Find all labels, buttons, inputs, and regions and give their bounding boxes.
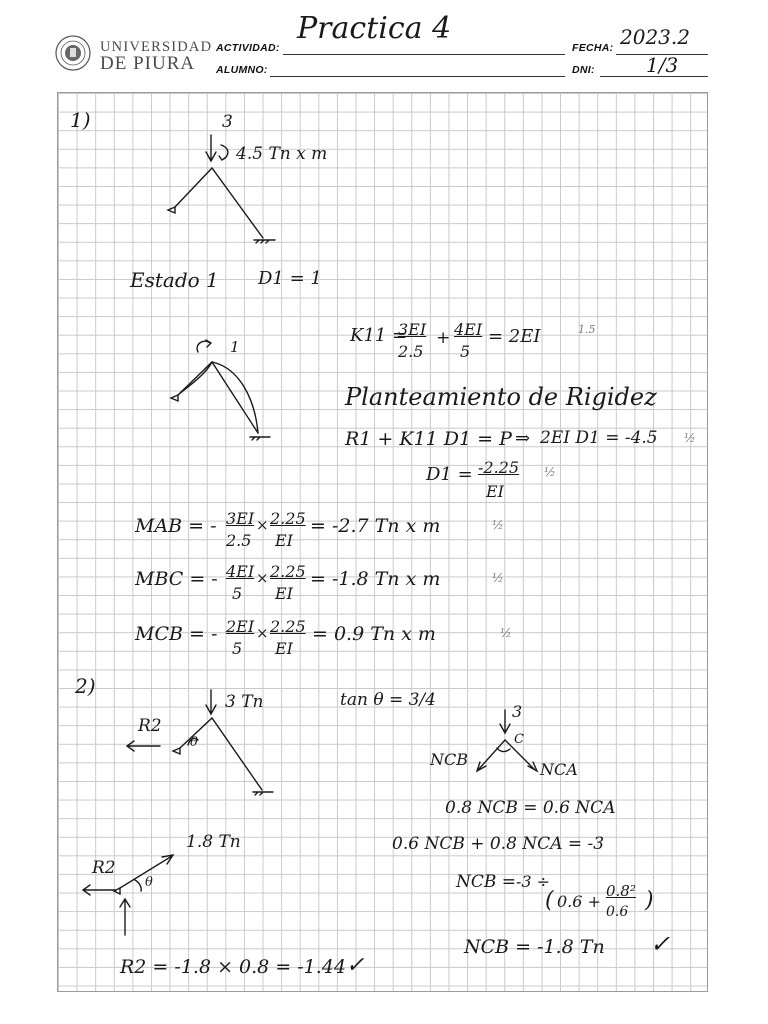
eq1: R1 + K11 D1 = P (345, 428, 512, 450)
equation-b: 0.6 NCB + 0.8 NCA = -3 (392, 834, 605, 854)
mab-lhs: MAB = - (135, 515, 217, 537)
problem2-load: 3 Tn (225, 692, 264, 712)
mcb-x: × (256, 624, 269, 642)
mab-n1: 3EI (226, 509, 255, 528)
r2-label-frame: R2 (138, 716, 162, 736)
node-c-fbd (477, 710, 537, 771)
half-2: ½ (544, 465, 556, 479)
actividad-value: Practica 4 (297, 11, 452, 46)
eq1-rhs: 2EI D1 = -4.5 (540, 428, 658, 448)
check-1: ✓ (650, 930, 671, 958)
theta-fbd: θ (145, 875, 153, 890)
estado-label: Estado 1 (130, 268, 219, 292)
mbc-n2: 2.25 (270, 562, 306, 581)
mab-result: = -2.7 Tn x m (310, 515, 441, 537)
mcb-result: = 0.9 Tn x m (312, 623, 436, 645)
ncb-rhs: -3 ÷ (516, 872, 551, 891)
actividad-label: ACTIVIDAD: (216, 42, 280, 54)
university-name-line2: DE PIURA (100, 53, 196, 74)
k11-t1-den: 2.5 (398, 342, 424, 361)
mcb-lhs: MCB = - (135, 623, 218, 645)
equation-a: 0.8 NCB = 0.6 NCA (445, 798, 616, 818)
problem1-number: 1) (70, 108, 91, 132)
fecha-value: 2023.2 (620, 25, 690, 49)
half-1: ½ (684, 431, 696, 445)
mab-x: × (256, 516, 269, 534)
mbc-n1: 4EI (226, 562, 255, 581)
problem1-load: 3 (222, 112, 233, 132)
ncb-label: NCB (430, 750, 468, 769)
ncb-bracket-num: 0.8² (606, 882, 636, 900)
mab-n2: 2.25 (270, 509, 306, 528)
half-3: ½ (492, 518, 504, 532)
k11-t2-num: 4EI (454, 320, 483, 339)
half-4: ½ (492, 571, 504, 585)
mbc-d1: 5 (232, 584, 243, 603)
r2-calculation: R2 = -1.8 × 0.8 = -1.44 (120, 956, 346, 978)
nca-label: NCA (540, 760, 578, 779)
d1-lhs: D1 = (426, 464, 473, 485)
grade-1: 1.5 (578, 323, 596, 336)
ncb-final: NCB = -1.8 Tn (464, 936, 605, 958)
k11-t2-den: 5 (460, 342, 471, 361)
planteamiento-heading: Planteamiento de Rigidez (345, 383, 657, 411)
dni-label: DNI: (572, 64, 595, 76)
half-5: ½ (500, 626, 512, 640)
mbc-result: = -1.8 Tn x m (310, 568, 441, 590)
problem1-moment: 4.5 Tn x m (236, 144, 328, 164)
mbc-x: × (256, 569, 269, 587)
mcb-n1: 2EI (226, 617, 255, 636)
d1-den: EI (486, 482, 504, 501)
mcb-d2: EI (275, 639, 293, 658)
k11-t1-num: 3EI (398, 320, 427, 339)
alumno-label: ALUMNO: (216, 64, 268, 76)
ncb-bracket-left: ( (545, 888, 554, 913)
mcb-n2: 2.25 (270, 617, 306, 636)
fecha-label: FECHA: (572, 42, 614, 54)
dni-value: 1/3 (646, 53, 679, 77)
k11-result: = 2EI (488, 326, 541, 347)
check-2: ✓ (346, 953, 365, 978)
university-name-line1: UNIVERSIDAD (100, 39, 213, 55)
r2-label-fbd: R2 (92, 858, 116, 878)
ncb-bracket-a: 0.6 + (557, 892, 601, 911)
mbc-lhs: MBC = - (135, 568, 218, 590)
node-c-label: C (514, 732, 524, 747)
d1-label: D1 = 1 (258, 268, 322, 289)
ncb-bracket-den: 0.6 (606, 904, 629, 920)
mab-d1: 2.5 (226, 531, 252, 550)
k11-lhs: K11 = (350, 325, 408, 346)
force-1-8: 1.8 Tn (186, 832, 241, 852)
k11-plus: + (436, 328, 451, 348)
mab-d2: EI (275, 531, 293, 550)
node-load: 3 (512, 702, 523, 721)
eq1-arrow: ⇒ (515, 428, 531, 449)
tan-theta: tan θ = 3/4 (340, 690, 436, 710)
d1-num: -2.25 (478, 458, 520, 477)
ncb-lhs: NCB = (456, 872, 517, 892)
frame-estado1 (171, 340, 270, 440)
unit-rotation: 1 (230, 338, 240, 356)
mcb-d1: 5 (232, 639, 243, 658)
ncb-bracket-right: ) (645, 888, 654, 913)
problem2-number: 2) (75, 674, 96, 698)
theta-frame: θ (190, 735, 198, 750)
mbc-d2: EI (275, 584, 293, 603)
